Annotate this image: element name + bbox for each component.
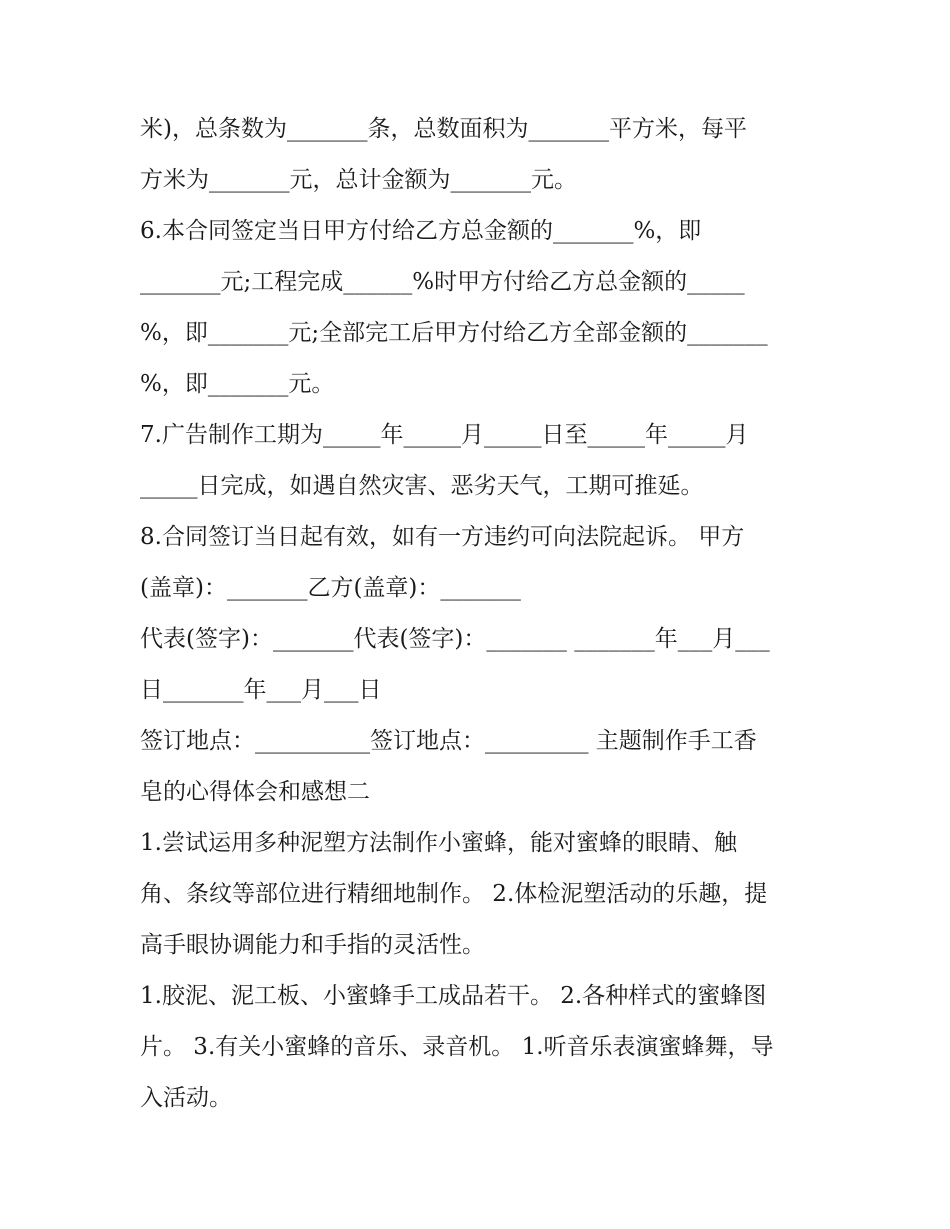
text-line: 1.尝试运用多种泥塑方法制作小蜜蜂，能对蜜蜂的眼睛、触 <box>140 830 737 856</box>
text-line: 角、条纹等部位进行精细地制作。 2.体检泥塑活动的乐趣，提 <box>140 881 768 907</box>
text-line: (盖章)：_______乙方(盖章)：_______ <box>140 575 521 601</box>
text-line: _______元;工程完成______%时甲方付给乙方总金额的_____ <box>140 269 745 295</box>
text-line: %，即_______元;全部完工后甲方付给乙方全部金额的_______ <box>140 320 768 346</box>
text-line: 方米为_______元，总计金额为_______元。 <box>140 167 577 193</box>
text-line: 皂的心得体会和感想二 <box>140 779 370 805</box>
text-line: %，即_______元。 <box>140 371 335 397</box>
text-line: 1.胶泥、泥工板、小蜜蜂手工成品若干。 2.各种样式的蜜蜂图 <box>140 983 767 1009</box>
text-line: _____日完成，如遇自然灾害、恶劣天气，工期可推延。 <box>140 473 704 499</box>
text-line: 签订地点：__________签订地点：_________ 主题制作手工香 <box>140 728 757 754</box>
text-line: 8.合同签订当日起有效，如有一方违约可向法院起诉。 甲方 <box>140 524 745 550</box>
text-line: 代表(签字)：_______代表(签字)：_______ _______年___月___ <box>140 626 770 652</box>
text-line: 高手眼协调能力和手指的灵活性。 <box>140 932 485 958</box>
text-line: 米)，总条数为_______条，总数面积为_______平方米，每平 <box>140 116 747 142</box>
text-line: 片。 3.有关小蜜蜂的音乐、录音机。 1.听音乐表演蜜蜂舞，导 <box>140 1034 774 1060</box>
text-line: 7.广告制作工期为_____年_____月_____日至_____年_____月 <box>140 422 749 448</box>
text-line: 日_______年___月___日 <box>140 677 382 703</box>
text-line: 6.本合同签定当日甲方付给乙方总金额的_______%，即 <box>140 218 702 244</box>
document-body <box>140 104 830 1124</box>
text-line: 入活动。 <box>140 1085 232 1111</box>
